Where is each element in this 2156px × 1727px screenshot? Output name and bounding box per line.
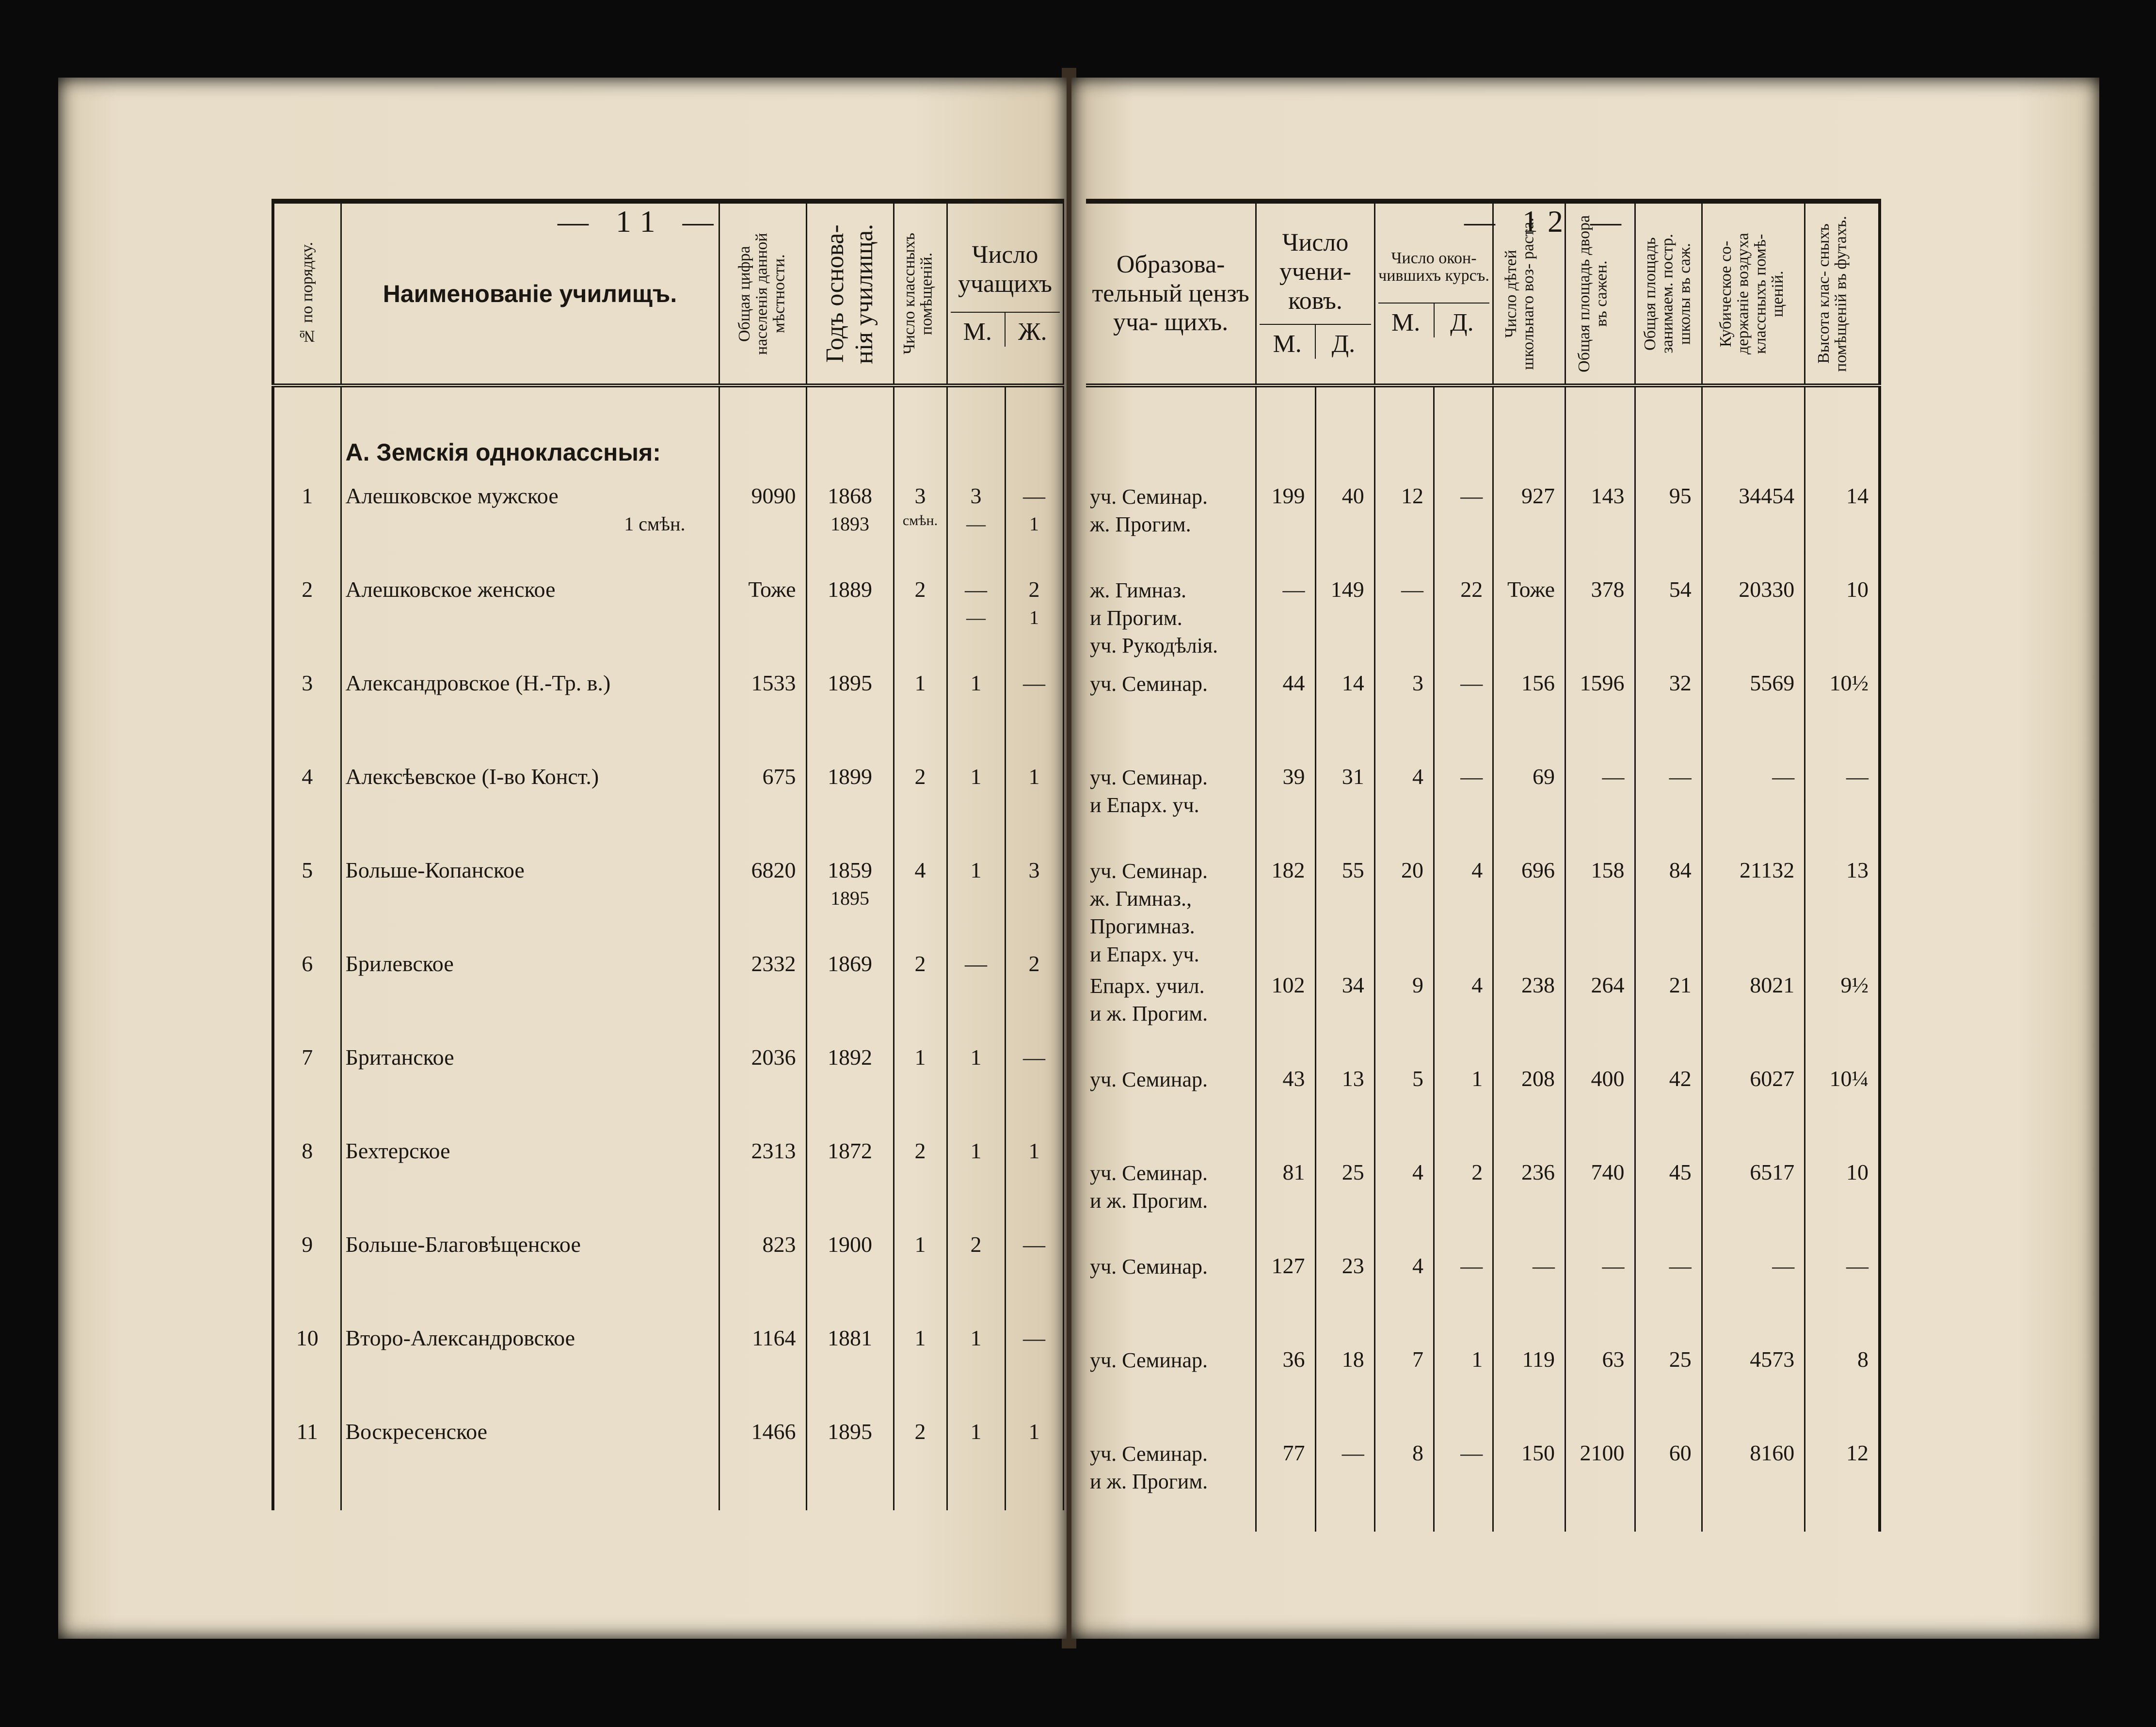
schoolage-count: 236 xyxy=(1493,1157,1565,1251)
section-title: А. Земскія одноклассныя: xyxy=(341,385,719,481)
room-height: 10½ xyxy=(1805,668,1880,762)
table-row xyxy=(273,1417,1063,1510)
grads-m: — xyxy=(1374,575,1434,668)
row-number: 9 xyxy=(273,1230,341,1323)
room-height: 14 xyxy=(1805,481,1880,575)
school-name: Бехтерское xyxy=(341,1136,719,1230)
founded-year: 1895 xyxy=(806,1417,894,1510)
table-row xyxy=(1086,481,1880,575)
header-teachers: Число учащихъ М. Ж. xyxy=(947,201,1063,385)
table-row xyxy=(273,1136,1063,1230)
grads-d: — xyxy=(1434,762,1493,855)
room-height: 10 xyxy=(1805,1157,1880,1251)
room-height: 9½ xyxy=(1805,970,1880,1064)
rooms-count: 1 xyxy=(894,1042,947,1136)
building-area: 25 xyxy=(1635,1344,1702,1438)
teachers-m: 1 xyxy=(947,1136,1005,1230)
header-pupils: Число учени- ковъ. М. Д. xyxy=(1256,201,1374,385)
header-pupils-d: Д. xyxy=(1315,325,1371,359)
yard-area: — xyxy=(1565,1251,1635,1344)
rooms-count: 4 xyxy=(894,855,947,949)
table-row xyxy=(273,1323,1063,1417)
teachers-zh: 3 xyxy=(1005,855,1063,949)
schoolage-count: 119 xyxy=(1493,1344,1565,1438)
teachers-m: 3 — xyxy=(947,481,1005,575)
population-value: 1164 xyxy=(719,1323,806,1417)
pupils-m: 199 xyxy=(1256,481,1315,575)
grads-m: 4 xyxy=(1374,762,1434,855)
table-row xyxy=(1086,970,1880,1064)
teachers-m: 1 xyxy=(947,668,1005,762)
education-cenz: уч. Семинар. и ж. Прогим. xyxy=(1086,1157,1256,1251)
founded-year: 1868 1893 xyxy=(806,481,894,575)
pupils-m: 36 xyxy=(1256,1344,1315,1438)
grads-d: — xyxy=(1434,668,1493,762)
schoolage-count: 69 xyxy=(1493,762,1565,855)
table-row xyxy=(273,762,1063,855)
header-schoolage: Число дѣтей школьнаго воз- раста. xyxy=(1493,201,1565,385)
pupils-d: 25 xyxy=(1315,1157,1374,1251)
school-name: Второ-Александровское xyxy=(341,1323,719,1417)
grads-d: 1 xyxy=(1434,1064,1493,1157)
education-cenz: уч. Семинар. xyxy=(1086,1064,1256,1157)
header-pupils-m: М. xyxy=(1273,330,1302,358)
header-air: Кубическое со- держаніе воздуха классныхъ помѣ- щеній. xyxy=(1702,201,1805,385)
grads-m: 20 xyxy=(1374,855,1434,970)
room-height: 10¼ xyxy=(1805,1064,1880,1157)
grads-d: 4 xyxy=(1434,970,1493,1064)
schoolage-count: 927 xyxy=(1493,481,1565,575)
table-row xyxy=(1086,855,1880,970)
teachers-m: 1 xyxy=(947,1323,1005,1417)
founded-year: 1869 xyxy=(806,949,894,1042)
pupils-m: 77 xyxy=(1256,1438,1315,1532)
row-number: 5 xyxy=(273,855,341,949)
population-value: 9090 xyxy=(719,481,806,575)
header-name: Наименованіе училищъ. xyxy=(341,201,719,385)
air-volume: 20330 xyxy=(1702,575,1805,668)
school-name: Алешковское мужское 1 смѣн. xyxy=(341,481,719,575)
population-value: Тоже xyxy=(719,575,806,668)
grads-d: 1 xyxy=(1434,1344,1493,1438)
pupils-d: 14 xyxy=(1315,668,1374,762)
rooms-count: 1 xyxy=(894,668,947,762)
population-value: 823 xyxy=(719,1230,806,1323)
teachers-m: 2 xyxy=(947,1230,1005,1323)
row-number: 11 xyxy=(273,1417,341,1510)
grads-m: 3 xyxy=(1374,668,1434,762)
education-cenz: ж. Гимназ. и Прогим. уч. Рукодѣлія. xyxy=(1086,575,1256,668)
teachers-zh: 2 xyxy=(1005,949,1063,1042)
schoolage-count: 156 xyxy=(1493,668,1565,762)
schoolage-count: Тоже xyxy=(1493,575,1565,668)
building-area: 60 xyxy=(1635,1438,1702,1532)
yard-area: 740 xyxy=(1565,1157,1635,1251)
table-row xyxy=(1086,575,1880,668)
pupils-m: 182 xyxy=(1256,855,1315,970)
table-row xyxy=(1086,762,1880,855)
table-row xyxy=(1086,1251,1880,1344)
room-height: — xyxy=(1805,762,1880,855)
building-area: 21 xyxy=(1635,970,1702,1064)
school-name: Воскресенское xyxy=(341,1417,719,1510)
pupils-d: 31 xyxy=(1315,762,1374,855)
table-row xyxy=(273,949,1063,1042)
founded-year: 1899 xyxy=(806,762,894,855)
population-value: 6820 xyxy=(719,855,806,949)
yard-area: 264 xyxy=(1565,970,1635,1064)
school-name: Больше-Копанское xyxy=(341,855,719,949)
pupils-m: 39 xyxy=(1256,762,1315,855)
teachers-zh: — xyxy=(1005,1042,1063,1136)
teachers-m: 1 xyxy=(947,1417,1005,1510)
air-volume: 5569 xyxy=(1702,668,1805,762)
header-teachers-zh: Ж. xyxy=(1005,313,1060,347)
teachers-zh: — xyxy=(1005,1230,1063,1323)
yard-area: 2100 xyxy=(1565,1438,1635,1532)
grads-d: — xyxy=(1434,1438,1493,1532)
pupils-m: 44 xyxy=(1256,668,1315,762)
table-row xyxy=(273,1230,1063,1323)
pupils-d: 23 xyxy=(1315,1251,1374,1344)
founded-year: 1889 xyxy=(806,575,894,668)
teachers-zh: — 1 xyxy=(1005,481,1063,575)
rooms-count: 1 xyxy=(894,1230,947,1323)
education-cenz: Епарх. учил. и ж. Прогим. xyxy=(1086,970,1256,1064)
row-number: 3 xyxy=(273,668,341,762)
founded-year: 1895 xyxy=(806,668,894,762)
founded-year: 1859 1895 xyxy=(806,855,894,949)
schools-table-left xyxy=(271,199,1064,1510)
row-number: 1 xyxy=(273,481,341,575)
population-value: 2036 xyxy=(719,1042,806,1136)
teachers-zh: — xyxy=(1005,668,1063,762)
teachers-m: 1 xyxy=(947,762,1005,855)
education-cenz: уч. Семинар. ж. Гимназ., Прогимназ. и Епарх. уч. xyxy=(1086,855,1256,970)
header-population: Общая цифра населенія данной мѣстности. xyxy=(719,201,806,385)
air-volume: 8160 xyxy=(1702,1438,1805,1532)
grads-m: 8 xyxy=(1374,1438,1434,1532)
teachers-zh: 1 xyxy=(1005,1417,1063,1510)
pupils-m: 81 xyxy=(1256,1157,1315,1251)
yard-area: 1596 xyxy=(1565,668,1635,762)
school-name: Брилевское xyxy=(341,949,719,1042)
schools-table-right xyxy=(1086,199,1881,1532)
header-grads-m: М. xyxy=(1391,309,1421,337)
row-number: 6 xyxy=(273,949,341,1042)
school-name: Алексѣевское (І-во Конст.) xyxy=(341,762,719,855)
grads-m: 4 xyxy=(1374,1157,1434,1251)
air-volume: — xyxy=(1702,1251,1805,1344)
education-cenz: уч. Семинар. xyxy=(1086,1251,1256,1344)
teachers-zh: 2 1 xyxy=(1005,575,1063,668)
pupils-d: — xyxy=(1315,1438,1374,1532)
pupils-d: 40 xyxy=(1315,481,1374,575)
table-row xyxy=(273,855,1063,949)
header-height: Высота клас- сныхъ помѣщеній въ футахъ. xyxy=(1805,201,1880,385)
grads-m: 9 xyxy=(1374,970,1434,1064)
header-building: Общая площадь занимаем. постр. школы въ саж. xyxy=(1635,201,1702,385)
schoolage-count: 208 xyxy=(1493,1064,1565,1157)
education-cenz: уч. Семинар. xyxy=(1086,1344,1256,1438)
pupils-d: 149 xyxy=(1315,575,1374,668)
room-height: — xyxy=(1805,1251,1880,1344)
building-area: 42 xyxy=(1635,1064,1702,1157)
building-area: 45 xyxy=(1635,1157,1702,1251)
pupils-m: 43 xyxy=(1256,1064,1315,1157)
pupils-m: 127 xyxy=(1256,1251,1315,1344)
building-area: — xyxy=(1635,1251,1702,1344)
grads-m: 4 xyxy=(1374,1251,1434,1344)
row-number: 7 xyxy=(273,1042,341,1136)
yard-area: — xyxy=(1565,762,1635,855)
air-volume: 6517 xyxy=(1702,1157,1805,1251)
building-area: — xyxy=(1635,762,1702,855)
school-name: Британское xyxy=(341,1042,719,1136)
grads-d: — xyxy=(1434,1251,1493,1344)
pupils-m: — xyxy=(1256,575,1315,668)
pupils-d: 34 xyxy=(1315,970,1374,1064)
table-row xyxy=(1086,1064,1880,1157)
pupils-d: 13 xyxy=(1315,1064,1374,1157)
building-area: 32 xyxy=(1635,668,1702,762)
founded-year: 1892 xyxy=(806,1042,894,1136)
schoolage-count: — xyxy=(1493,1251,1565,1344)
air-volume: 6027 xyxy=(1702,1064,1805,1157)
rooms-count: 2 xyxy=(894,762,947,855)
population-value: 2313 xyxy=(719,1136,806,1230)
grads-d: 2 xyxy=(1434,1157,1493,1251)
air-volume: — xyxy=(1702,762,1805,855)
header-rooms: Число классныхъ помѣщеній. xyxy=(894,201,947,385)
header-yard: Общая площадь двора въ сажен. xyxy=(1565,201,1635,385)
header-grads-d: Д. xyxy=(1434,304,1490,337)
teachers-m: 1 xyxy=(947,855,1005,949)
room-height: 13 xyxy=(1805,855,1880,970)
yard-area: 158 xyxy=(1565,855,1635,970)
population-value: 1533 xyxy=(719,668,806,762)
rooms-count: 3 смѣн. xyxy=(894,481,947,575)
pupils-d: 18 xyxy=(1315,1344,1374,1438)
teachers-zh: 1 xyxy=(1005,1136,1063,1230)
schoolage-count: 150 xyxy=(1493,1438,1565,1532)
grads-d: 4 xyxy=(1434,855,1493,970)
page-number-right: — 12 — xyxy=(1464,204,1631,239)
yard-area: 63 xyxy=(1565,1344,1635,1438)
yard-area: 400 xyxy=(1565,1064,1635,1157)
building-area: 54 xyxy=(1635,575,1702,668)
pupils-m: 102 xyxy=(1256,970,1315,1064)
schoolage-count: 696 xyxy=(1493,855,1565,970)
teachers-m: — xyxy=(947,949,1005,1042)
row-number: 8 xyxy=(273,1136,341,1230)
table-row xyxy=(1086,1344,1880,1438)
building-area: 95 xyxy=(1635,481,1702,575)
header-teachers-m: М. xyxy=(963,318,992,346)
header-cenz: Образова- тельный цензъ уча- щихъ. xyxy=(1086,201,1256,385)
row-number: 10 xyxy=(273,1323,341,1417)
grads-m: 7 xyxy=(1374,1344,1434,1438)
room-height: 8 xyxy=(1805,1344,1880,1438)
school-name: Алешковское женское xyxy=(341,575,719,668)
header-grads: Число окон- чившихъ курсъ. М. Д. xyxy=(1374,201,1493,385)
air-volume: 34454 xyxy=(1702,481,1805,575)
table-row xyxy=(273,1042,1063,1136)
population-value: 2332 xyxy=(719,949,806,1042)
population-value: 675 xyxy=(719,762,806,855)
education-cenz: уч. Семинар. ж. Прогим. xyxy=(1086,481,1256,575)
table-row xyxy=(273,575,1063,668)
yard-area: 143 xyxy=(1565,481,1635,575)
schoolage-count: 238 xyxy=(1493,970,1565,1064)
education-cenz: уч. Семинар. xyxy=(1086,668,1256,762)
air-volume: 8021 xyxy=(1702,970,1805,1064)
grads-m: 5 xyxy=(1374,1064,1434,1157)
room-height: 12 xyxy=(1805,1438,1880,1532)
grads-d: 22 xyxy=(1434,575,1493,668)
founded-year: 1881 xyxy=(806,1323,894,1417)
table-row xyxy=(273,481,1063,575)
school-name: Больше-Благовѣщенское xyxy=(341,1230,719,1323)
table-row xyxy=(1086,668,1880,762)
grads-d: — xyxy=(1434,481,1493,575)
teachers-m: — — xyxy=(947,575,1005,668)
room-height: 10 xyxy=(1805,575,1880,668)
page-number-left: — 11 — xyxy=(558,204,723,239)
school-name: Александровское (Н.-Тр. в.) xyxy=(341,668,719,762)
population-value: 1466 xyxy=(719,1417,806,1510)
rooms-count: 2 xyxy=(894,1417,947,1510)
teachers-zh: 1 xyxy=(1005,762,1063,855)
education-cenz: уч. Семинар. и Епарх. уч. xyxy=(1086,762,1256,855)
yard-area: 378 xyxy=(1565,575,1635,668)
education-cenz: уч. Семинар. и ж. Прогим. xyxy=(1086,1438,1256,1532)
row-number: 4 xyxy=(273,762,341,855)
founded-year: 1900 xyxy=(806,1230,894,1323)
rooms-count: 1 xyxy=(894,1323,947,1417)
rooms-count: 2 xyxy=(894,575,947,668)
founded-year: 1872 xyxy=(806,1136,894,1230)
header-year: Годъ основа- нія училища. xyxy=(806,201,894,385)
rooms-count: 2 xyxy=(894,1136,947,1230)
table-row xyxy=(1086,1157,1880,1251)
header-no: № по порядку. xyxy=(273,201,341,385)
table-row xyxy=(1086,1438,1880,1532)
rooms-count: 2 xyxy=(894,949,947,1042)
grads-m: 12 xyxy=(1374,481,1434,575)
air-volume: 21132 xyxy=(1702,855,1805,970)
air-volume: 4573 xyxy=(1702,1344,1805,1438)
pupils-d: 55 xyxy=(1315,855,1374,970)
building-area: 84 xyxy=(1635,855,1702,970)
table-row xyxy=(273,668,1063,762)
teachers-zh: — xyxy=(1005,1323,1063,1417)
teachers-m: 1 xyxy=(947,1042,1005,1136)
row-number: 2 xyxy=(273,575,341,668)
